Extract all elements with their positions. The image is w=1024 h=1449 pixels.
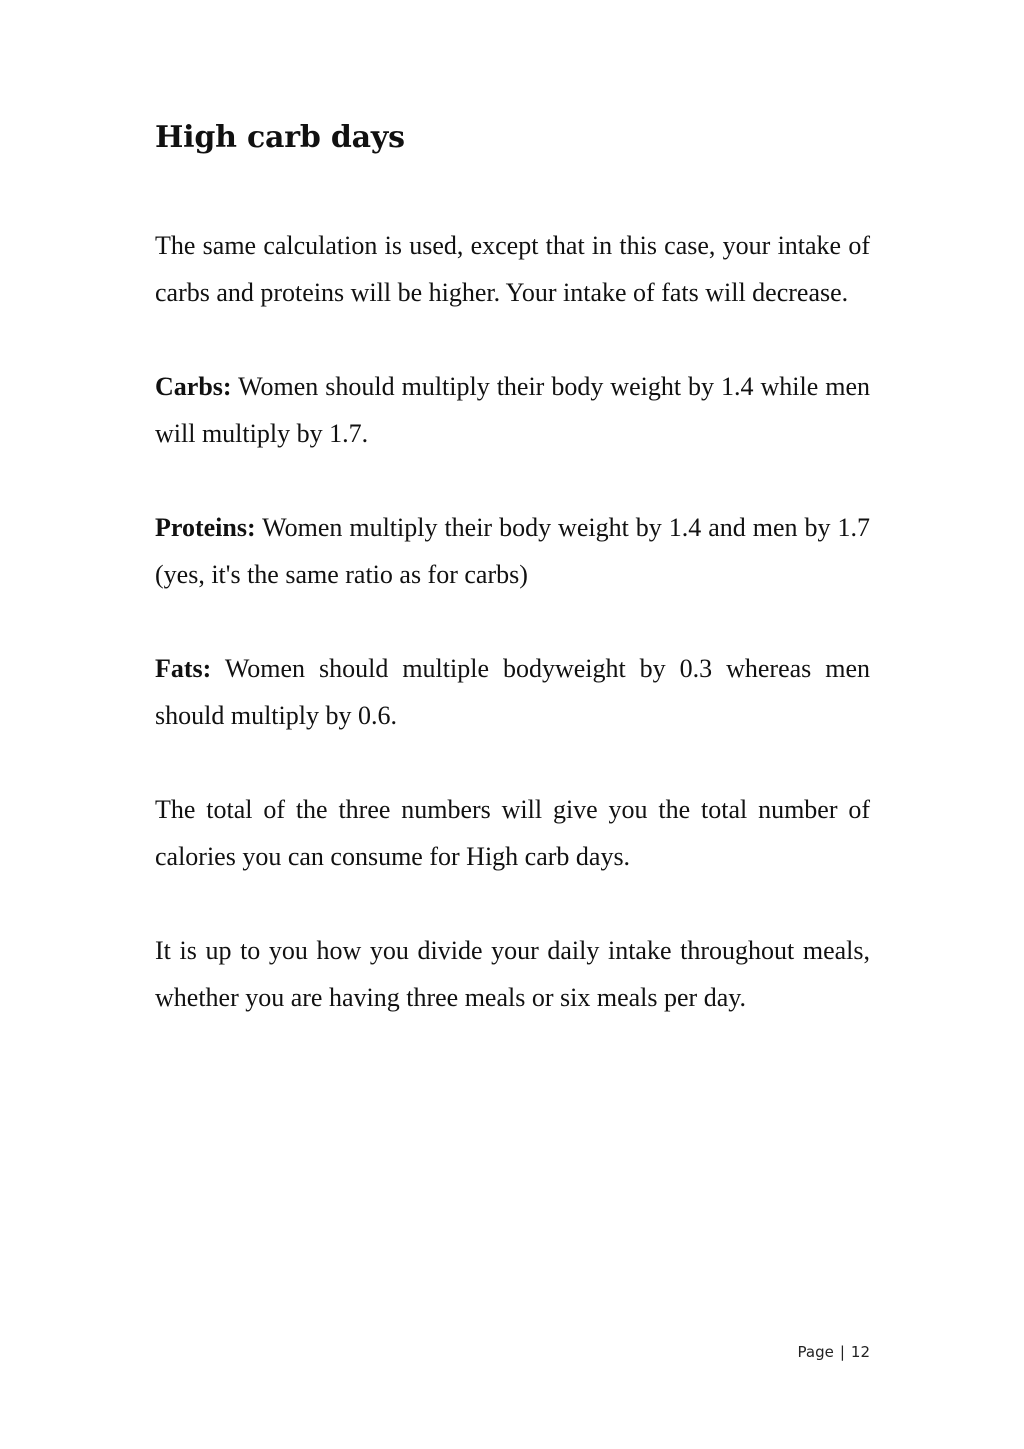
proteins-label: Proteins: — [155, 513, 256, 542]
carbs-text: Women should multiply their body weight by 1.4 while men will multiply by 1.7. — [155, 372, 870, 448]
carbs-label: Carbs: — [155, 372, 232, 401]
fats-text: Women should multiple bodyweight by 0.3 whereas men should multiply by 0.6. — [155, 654, 871, 730]
page-title: High carb days — [155, 120, 405, 155]
proteins-paragraph — [155, 504, 870, 598]
footer-page-label: Page — [797, 1343, 834, 1361]
fats-label: Fats: — [155, 654, 212, 683]
intro-paragraph: The same calculation is used, except that in this case, your intake of carbs and proteins will be higher. Your intake of fats will decrease. — [155, 231, 870, 307]
total-paragraph: The total of the three numbers will give you the total number of calories you can consume for High carb days. — [155, 795, 870, 871]
page-footer — [798, 1341, 870, 1363]
fats-paragraph — [155, 645, 870, 739]
proteins-text: Women multiply their body weight by 1.4 and men by 1.7 (yes, it's the same ratio as for carbs) — [155, 513, 870, 589]
page-content — [155, 118, 870, 1068]
meals-paragraph: It is up to you how you divide your daily intake throughout meals, whether you are having three meals or six meals per day. — [155, 936, 870, 1012]
footer-page-number: 12 — [850, 1343, 870, 1361]
carbs-paragraph — [155, 363, 870, 457]
footer-separator: | — [839, 1343, 845, 1361]
